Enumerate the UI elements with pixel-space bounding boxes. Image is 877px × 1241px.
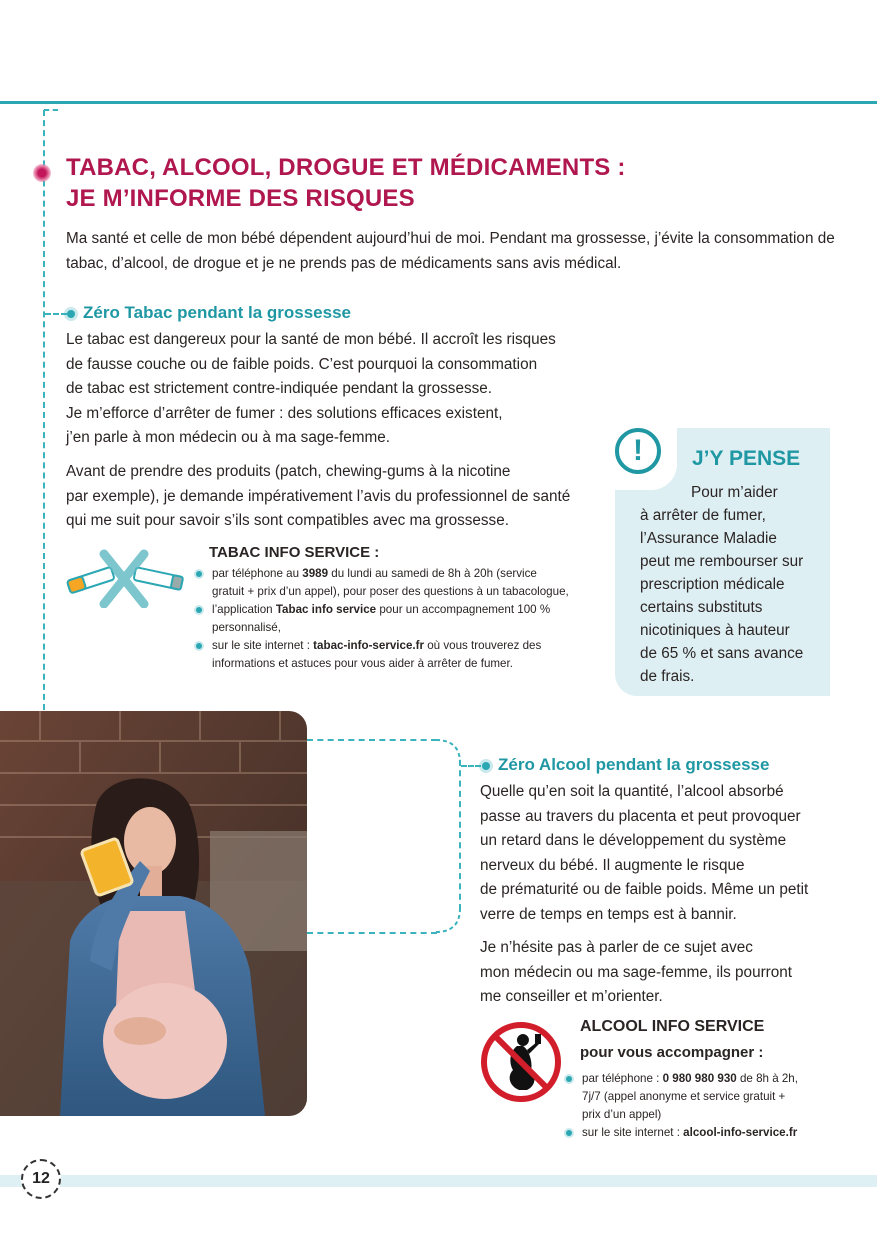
alcool-line: me conseiller et m’orienter. (480, 988, 663, 1005)
tabac-website-link[interactable]: tabac-info-service.fr (313, 639, 424, 652)
title-bullet-icon (33, 164, 51, 182)
text: 7j/7 (appel anonyme et service gratuit + (582, 1090, 786, 1103)
alcool-line: passe au travers du placenta et peut provoquer (480, 807, 801, 825)
dashed-guide-alcool (461, 765, 481, 767)
exclamation-circle-icon: ! (615, 428, 661, 474)
header-rule (0, 101, 877, 104)
tabac-service-list (194, 565, 594, 673)
no-cigarette-icon (64, 548, 190, 608)
no-alcohol-pregnancy-icon (479, 1020, 563, 1104)
tabac-service-title: TABAC INFO SERVICE : (209, 544, 380, 561)
tabac-heading-text: Zéro Tabac pendant la grossesse (83, 303, 351, 322)
alcool-line: verre de temps en temps est à bannir. (480, 905, 737, 923)
tabac-line: de fausse couche ou de faible poids. C’est pourquoi la consommation (66, 355, 538, 373)
page-title-line1: TABAC, ALCOOL, DROGUE ET MÉDICAMENTS : (66, 154, 626, 181)
alcool-service-item-phone (564, 1070, 854, 1124)
alcool-line: un retard dans le développement du système (480, 832, 787, 849)
alcool-line: nerveux du bébé. Il augmente le risque (480, 856, 745, 874)
dashed-curve-top (436, 739, 462, 765)
text: l’application (212, 603, 276, 616)
callout-text (640, 481, 826, 688)
pregnant-woman-drinking-juice-photo (0, 711, 307, 1116)
text: informations et astuces pour vous aider à arrêter de fumer. (212, 657, 513, 670)
text: gratuit + prix d’un appel), pour poser des questions à un tabacologue, (212, 585, 569, 598)
dashed-guide-photo-right (459, 760, 461, 910)
alcool-line: Quelle qu’en soit la quantité, l’alcool absorbé (480, 783, 784, 800)
text: par téléphone : (582, 1072, 663, 1085)
alcool-paragraph-2 (480, 936, 860, 1010)
intro-paragraph: Ma santé et celle de mon bébé dépendent aujourd’hui de moi. Pendant ma grossesse, j’évite la consommation de tabac, d’alcool, de drogue et je ne prends pas de médicaments sans avis médical. (66, 230, 835, 272)
text: de 8h à 2h, (736, 1072, 798, 1085)
callout-line: nicotiniques à hauteur (640, 622, 790, 639)
footer-band (0, 1175, 877, 1187)
dashed-guide-top (44, 109, 58, 111)
alcool-line: Je n’hésite pas à parler de ce sujet avec (480, 939, 753, 956)
alcool-line: mon médecin ou ma sage-femme, ils pourront (480, 963, 793, 981)
alcool-service-list (564, 1070, 854, 1142)
tabac-line: j’en parle à mon médecin ou à ma sage-femme. (66, 429, 390, 446)
text: par téléphone au (212, 567, 303, 580)
callout-line: de frais. (640, 668, 695, 685)
text: du lundi au samedi de 8h à 20h (service (328, 567, 537, 580)
alcool-line: de prématurité ou de faible poids. Même un petit (480, 881, 809, 898)
tabac-heading-bullet-icon (67, 310, 75, 318)
tabac-line: par exemple), je demande impérativement l’avis du professionnel de santé (66, 487, 571, 505)
alcool-heading (482, 755, 769, 775)
alcool-service-title: ALCOOL INFO SERVICE (580, 1018, 765, 1035)
alcool-heading-bullet-icon (482, 762, 490, 770)
tabac-phone-number[interactable]: 3989 (302, 567, 329, 580)
text: personnalisé, (212, 621, 281, 634)
alcool-website-link[interactable]: alcool-info-service.fr (683, 1126, 798, 1139)
tabac-service-item-web (194, 637, 594, 673)
dashed-curve-bottom (436, 908, 462, 934)
tabac-paragraph-1 (66, 328, 586, 451)
text: prix d’un appel) (582, 1108, 662, 1121)
dashed-guide-photo-top (307, 739, 437, 741)
callout-line: l’Assurance Maladie (640, 530, 777, 547)
callout-line: certains substituts (640, 599, 763, 616)
alcool-service-subtitle: pour vous accompagner : (580, 1044, 764, 1061)
text: où vous trouverez des (424, 639, 542, 652)
tabac-line: de tabac est strictement contre-indiquée pendant la grossesse. (66, 380, 493, 397)
text: pour un accompagnement 100 % (376, 603, 551, 616)
text: sur le site internet : (212, 639, 314, 652)
tabac-service-item-app (194, 601, 594, 637)
tabac-app-name: Tabac info service (275, 603, 377, 616)
callout-line: de 65 % et sans avance (640, 645, 804, 662)
alcool-paragraph-1 (480, 780, 860, 927)
callout-line: Pour m’aider (691, 484, 778, 501)
page-title-line2: JE M’INFORME DES RISQUES (66, 185, 415, 212)
tabac-line: qui me suit pour savoir s’ils sont compatibles avec ma grossesse. (66, 512, 509, 529)
tabac-service-item-phone (194, 565, 594, 601)
alcool-heading-text: Zéro Alcool pendant la grossesse (498, 755, 770, 774)
page-title (66, 152, 626, 214)
callout-title: J’Y PENSE (692, 447, 801, 470)
text: sur le site internet : (582, 1126, 684, 1139)
tabac-line: Avant de prendre des produits (patch, chewing-gums à la nicotine (66, 463, 511, 480)
alcool-phone-number[interactable]: 0 980 980 930 (662, 1072, 737, 1085)
tabac-line: Je m’efforce d’arrêter de fumer : des solutions efficaces existent, (66, 404, 503, 422)
dashed-guide-tabac (45, 313, 67, 315)
tabac-line: Le tabac est dangereux pour la santé de mon bébé. Il accroît les risques (66, 331, 556, 348)
callout-line: à arrêter de fumer, (640, 507, 766, 524)
tabac-paragraph-2 (66, 460, 596, 534)
callout-line: prescription médicale (640, 576, 785, 593)
tabac-heading (67, 303, 351, 323)
dashed-guide-left (43, 110, 45, 710)
callout-line: peut me rembourser sur (640, 553, 804, 570)
alcool-service-item-web (564, 1124, 854, 1142)
dashed-guide-photo-bottom (307, 932, 437, 934)
page-number: 12 (21, 1159, 61, 1199)
